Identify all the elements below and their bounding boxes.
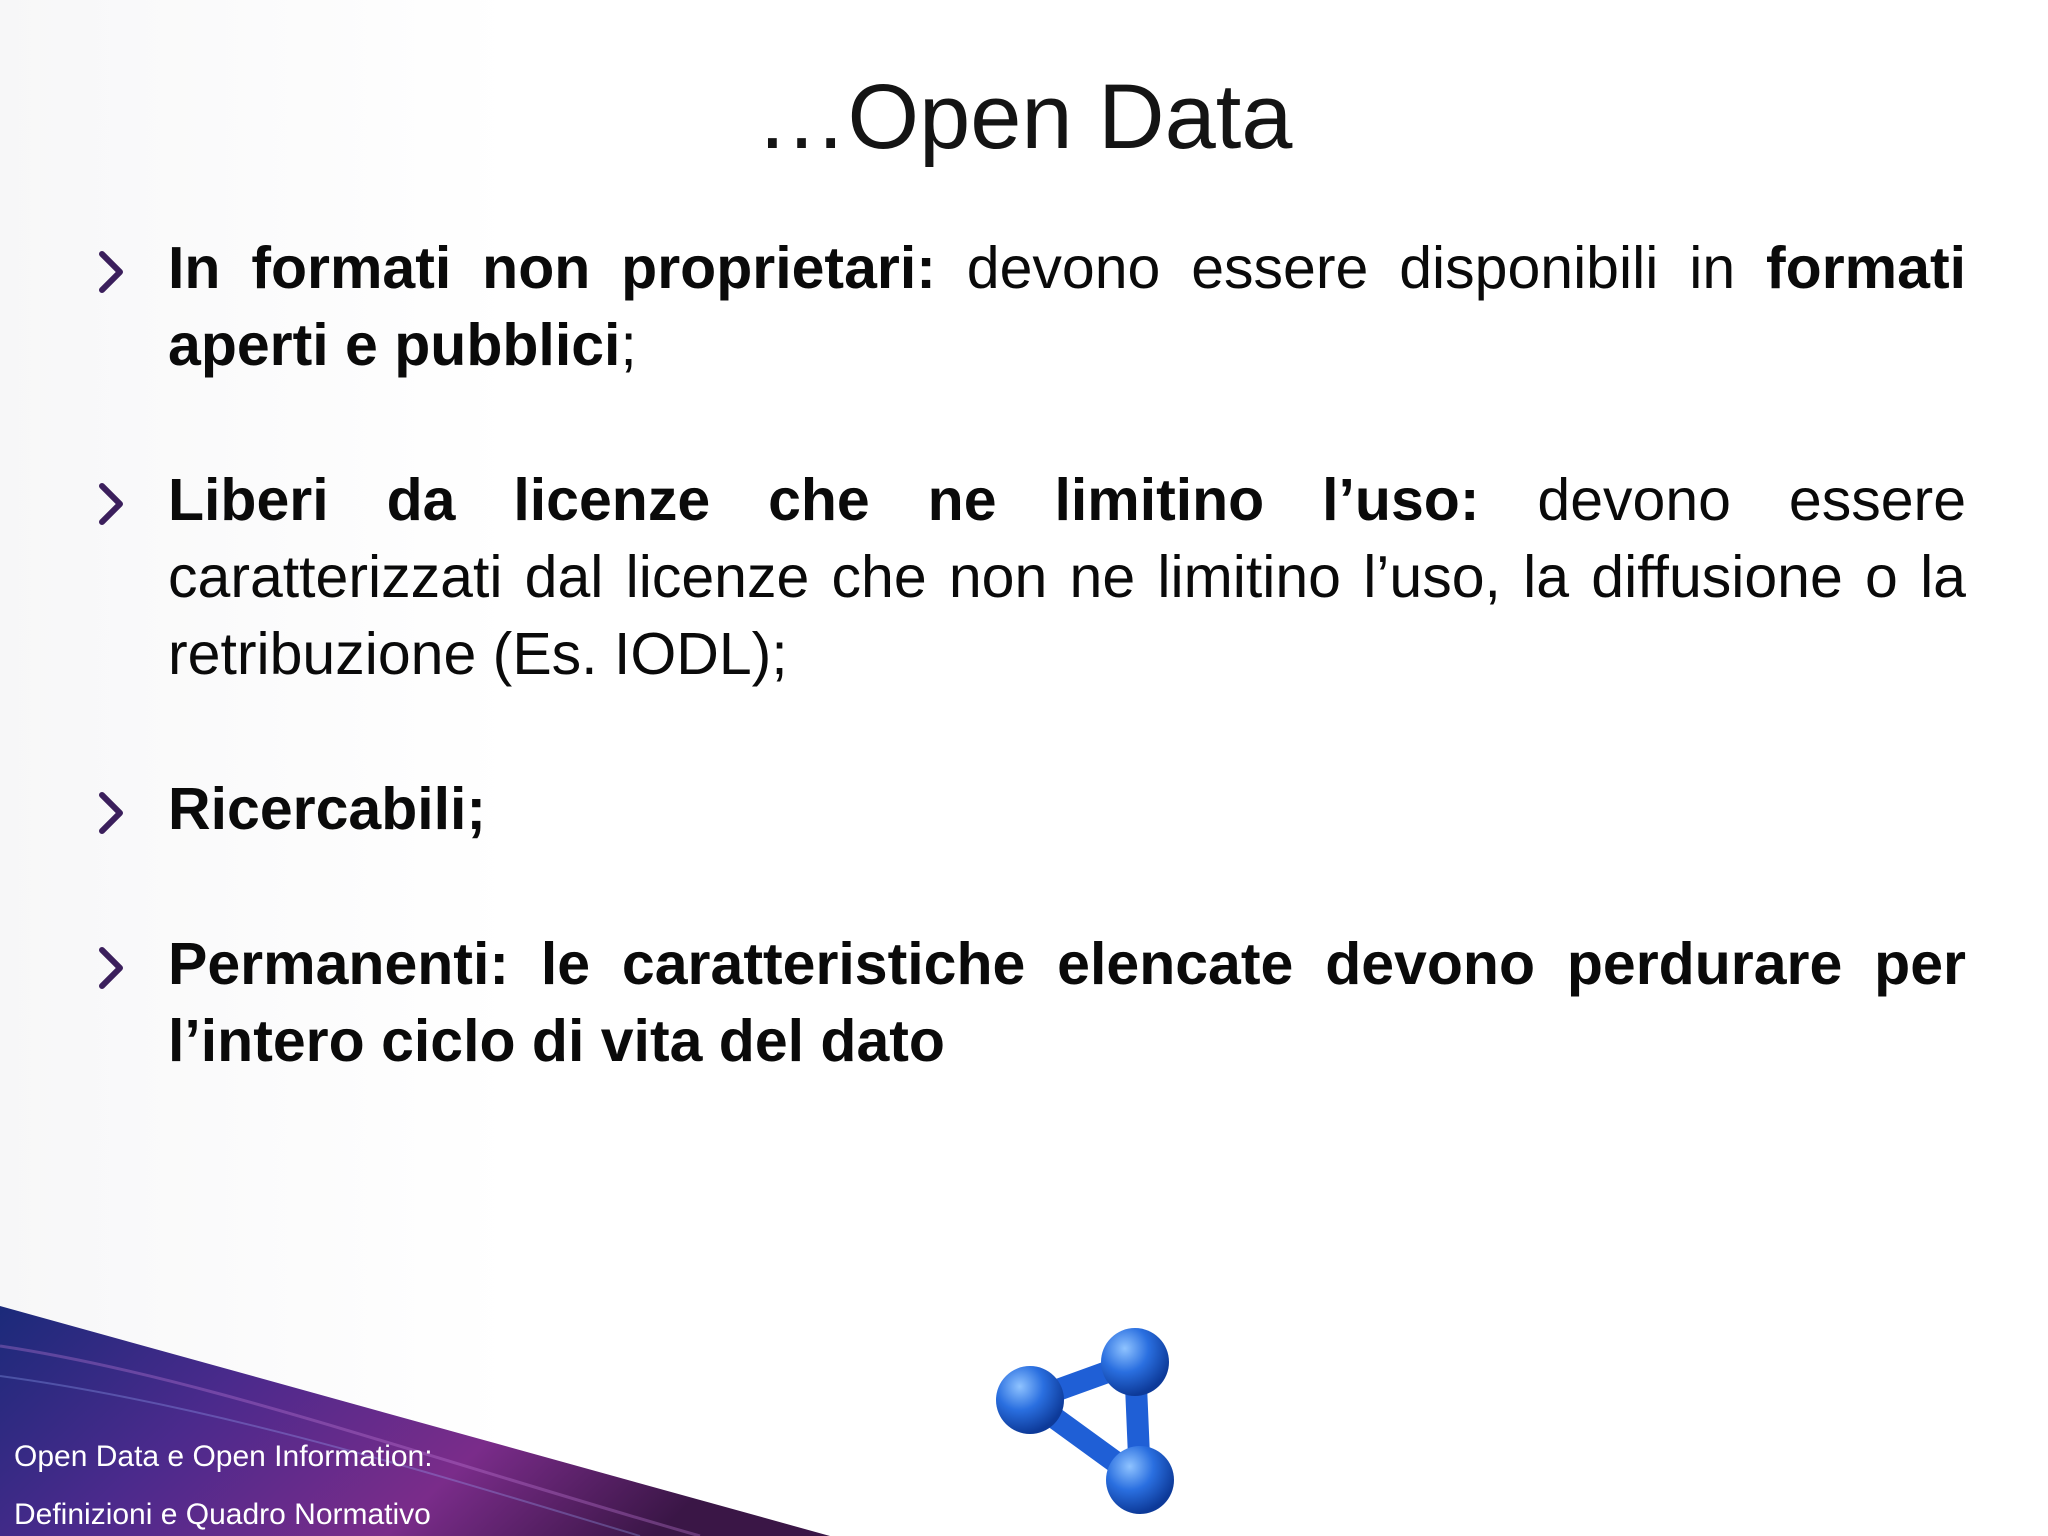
chevron-right-icon (96, 482, 126, 526)
bullet-list (96, 230, 1966, 1158)
bullet-text: Ricercabili; (168, 776, 487, 842)
bullet-text: Permanenti: le caratteristiche elencate devono perdurare per l’intero ciclo di vita del dato (168, 931, 1966, 1074)
bullet-item (96, 926, 1966, 1080)
chevron-right-icon (96, 250, 126, 294)
footer-line-1: Open Data e Open Information: (14, 1440, 433, 1473)
bullet-item (96, 771, 1966, 848)
bullet-item (96, 462, 1966, 693)
bullet-text: In formati non proprietari: devono essere disponibili in formati aperti e pubblici; (168, 235, 1966, 378)
chevron-right-icon (96, 791, 126, 835)
molecule-icon (990, 1320, 1190, 1520)
bullet-item (96, 230, 1966, 384)
bullet-text: Liberi da licenze che ne limitino l’uso: devono essere caratterizzati dal licenze che non ne limitino l’uso, la diffusione o la retribuzione (Es. IODL); (168, 467, 1967, 687)
chevron-right-icon (96, 946, 126, 990)
slide-title: …Open Data (755, 66, 1293, 168)
footer-line-2: Definizioni e Quadro Normativo (14, 1498, 431, 1531)
